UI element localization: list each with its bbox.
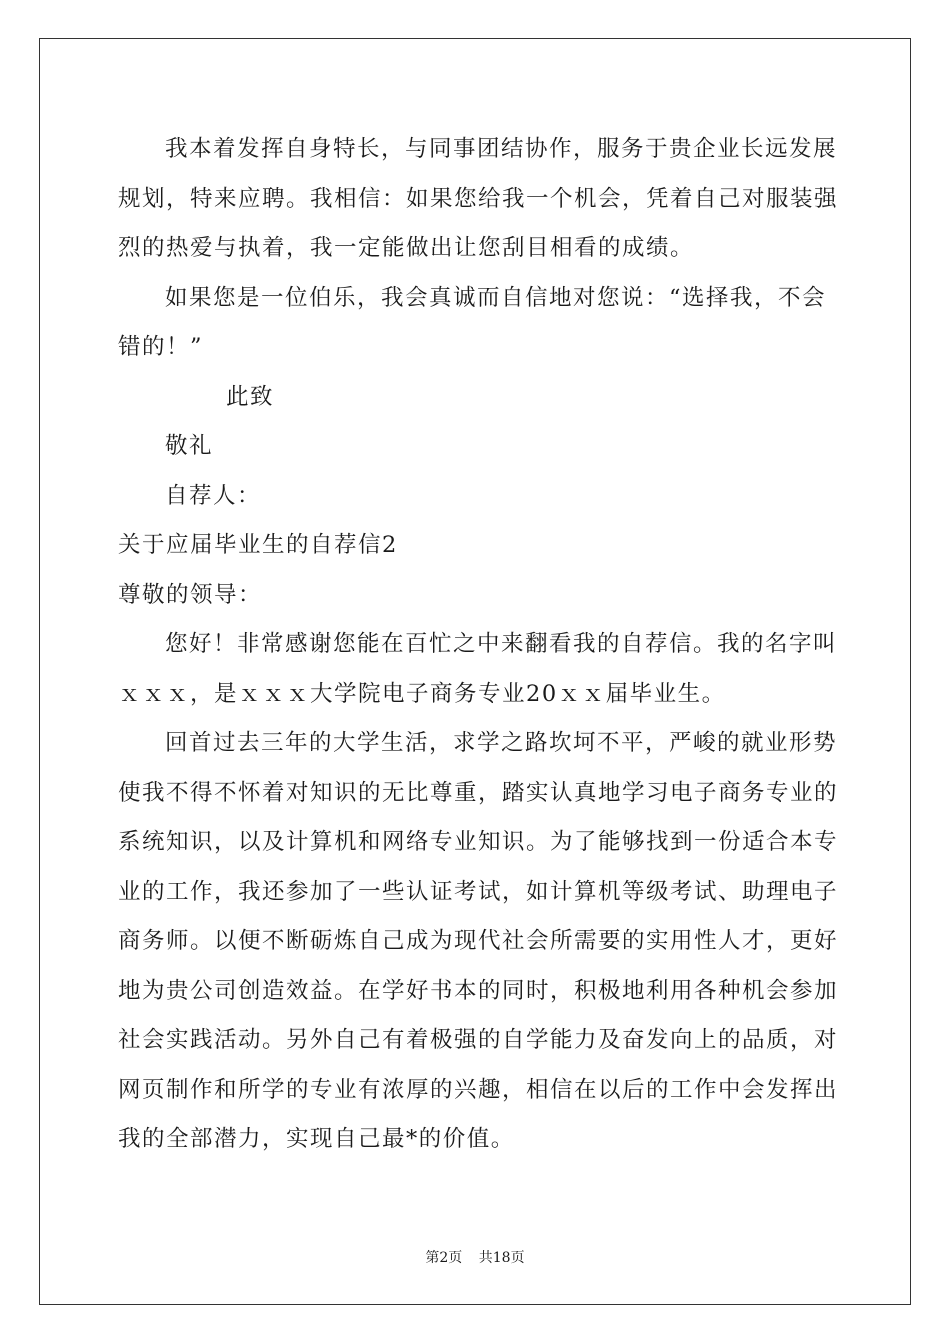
text-line: 您好！非常感谢您能在百忙之中来翻看我的自荐信。我的名字叫	[165, 631, 838, 657]
text-line: 地为贵公司创造效益。在学好书本的同时，积极地利用各种机会参加	[118, 977, 839, 1004]
text-line: 错的！”	[118, 334, 204, 360]
letter-title: 关于应届毕业生的自荐信2	[118, 532, 398, 558]
salutation: 尊敬的领导：	[118, 581, 263, 608]
text-line: ｘｘｘ，是ｘｘｘ大学院电子商务专业20ｘｘ届毕业生。	[118, 680, 726, 707]
text-line: 规划，特来应聘。我相信：如果您给我一个机会，凭着自己对服装强	[118, 185, 839, 212]
text-line: 网页制作和所学的专业有浓厚的兴趣，相信在以后的工作中会发挥出	[118, 1076, 839, 1103]
text-line: 业的工作，我还参加了一些认证考试，如计算机等级考试、助理电子	[118, 878, 839, 905]
text-line: 社会实践活动。另外自己有着极强的自学能力及奋发向上的品质，对	[118, 1027, 839, 1053]
page-total: 共18页	[478, 1250, 525, 1266]
text-line: 系统知识，以及计算机和网络专业知识。为了能够找到一份适合本专	[118, 829, 839, 855]
page-footer	[0, 1247, 950, 1267]
text-line: 商务师。以便不断砺炼自己成为现代社会所需要的实用性人才，更好	[118, 928, 839, 954]
text-line: 我本着发挥自身特长，与同事团结协作，服务于贵企业长远发展	[165, 136, 838, 162]
document-body	[118, 125, 839, 1165]
closing-jingli: 敬礼	[165, 433, 214, 459]
recommender-label: 自荐人：	[165, 482, 262, 509]
text-line: 使我不得不怀着对知识的无比尊重，踏实认真地学习电子商务专业的	[118, 779, 839, 806]
text-line: 如果您是一位伯乐，我会真诚而自信地对您说：“选择我，不会	[165, 284, 827, 311]
text-line: 我的全部潜力，实现自己最*的价值。	[118, 1126, 515, 1152]
closing-zhizhi: 此致	[226, 383, 275, 410]
page-number: 第2页	[425, 1250, 463, 1266]
text-line: 烈的热爱与执着，我一定能做出让您刮目相看的成绩。	[118, 235, 695, 261]
text-line: 回首过去三年的大学生活，求学之路坎坷不平，严峻的就业形势	[165, 730, 838, 756]
